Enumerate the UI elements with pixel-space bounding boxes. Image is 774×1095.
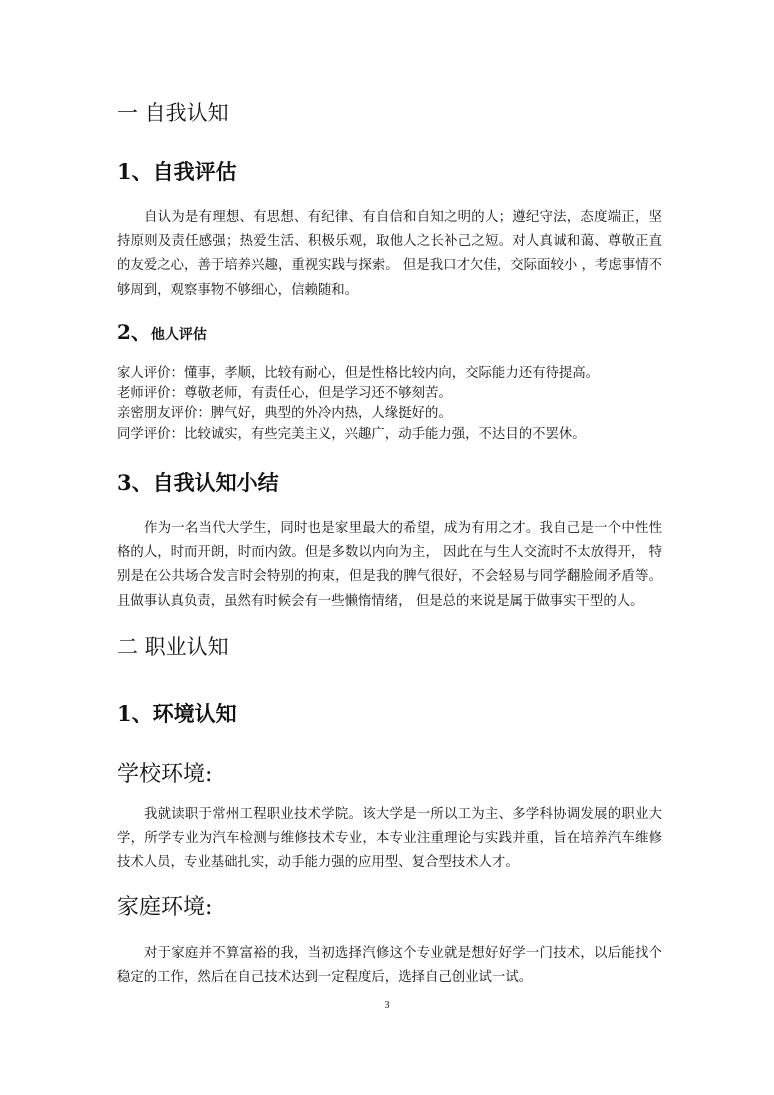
heading-family-environment: 家庭环境: bbox=[117, 895, 213, 920]
paragraph-self-assessment: 自认为是有理想、有思想、有纪律、有自信和自知之明的人；遵纪守法，态度端正，坚持原则及责任感强；热爱生活、积极乐观，取他人之长补己之短。对人真诚和蔼、尊敬正直的友爱之心，善于培养兴趣，重视实践与探索。 但是我口才欠佳，交际面较小 ，考虑事情不够周到，观察事物不够细心，信赖随和。 bbox=[117, 210, 662, 298]
friend-evaluation: 亲密朋友评价：脾气好，典型的外冷内热，人缘挺好的。 bbox=[117, 406, 452, 421]
family-evaluation: 家人评价：懂事，孝顺，比较有耐心，但是性格比较内向，交际能力还有待提高。 bbox=[117, 366, 600, 381]
heading-environment-cognition: 1、环境认知 bbox=[117, 701, 237, 726]
paragraph-family-environment: 对于家庭并不算富裕的我，当初选择汽修这个专业就是想好好学一门技术，以后能找个稳定的工作，然后在自己技术达到一定程度后，选择自己创业试一试。 bbox=[117, 946, 662, 986]
section-title-career-cognition: 二 职业认知 bbox=[117, 635, 229, 659]
heading-others-assessment bbox=[117, 316, 207, 345]
heading-self-cognition-summary: 3、自我认知小结 bbox=[117, 470, 279, 495]
paragraph-self-cognition-summary: 作为一名当代大学生，同时也是家里最大的希望，成为有用之才。我自己是一个中性性格的人，时而开朗，时而内敛。但是多数以内向为主， 因此在与生人交流时不太放得开， 特别是在公共场合发言时会特别的拘束，但是我的脾气很好，不会轻易与同学翻脸闹矛盾等。且做事认真负责，虽然有时候会有一些懒惰情绪， 但是总的来说是属于做事实干型的人。 bbox=[117, 521, 662, 609]
section-title-self-cognition: 一 自我认知 bbox=[117, 101, 229, 125]
heading-others-assessment-number: 2、 bbox=[117, 320, 151, 344]
page-number: 3 bbox=[384, 1000, 390, 1011]
heading-others-assessment-label: 他人评估 bbox=[150, 327, 207, 343]
paragraph-school-environment: 我就读职于常州工程职业技术学院。该大学是一所以工为主、多学科协调发展的职业大学，所学专业为汽车检测与维修技术专业，本专业注重理论与实践并重，旨在培养汽车维修技术人员，专业基础扎实，动手能力强的应用型、复合型技术人才。 bbox=[117, 807, 662, 871]
teacher-evaluation: 老师评价：尊敬老师，有责任心，但是学习还不够刻苦。 bbox=[117, 386, 452, 401]
classmate-evaluation: 同学评价：比较诚实，有些完美主义，兴趣广，动手能力强，不达目的不罢休。 bbox=[117, 427, 586, 442]
heading-self-assessment: 1、自我评估 bbox=[117, 159, 237, 184]
heading-school-environment: 学校环境: bbox=[117, 762, 213, 787]
